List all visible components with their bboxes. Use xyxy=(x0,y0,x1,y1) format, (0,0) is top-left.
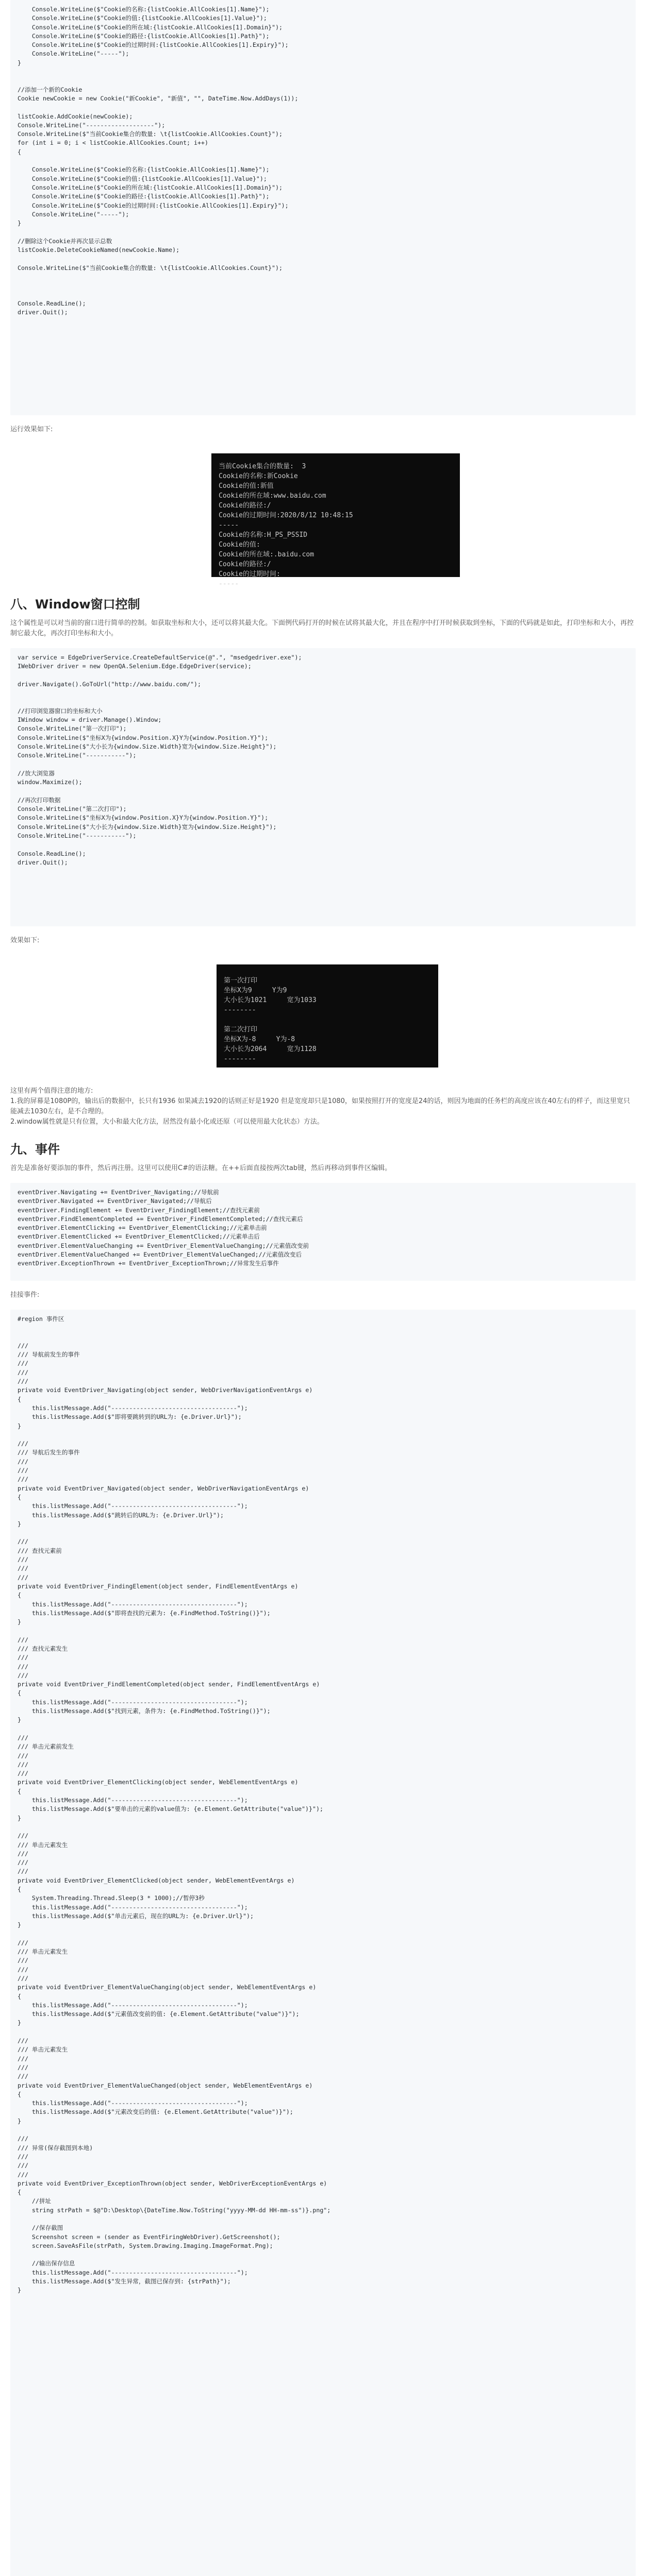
event-label: 挂接事件: xyxy=(10,1291,40,1299)
code-block-event-registration: eventDriver.Navigating += EventDriver_Navigating;//导航前 eventDriver.Navigated += EventDriver_Navigated;//导航后 eventDriver.FindingElement += EventDriver_FindingElement;//查找元素前 eventDriver.FindElementCompleted += EventDriver_FindElementCompleted;//查找元素后 eventDriver.ElementClicking += EventDriver_ElementClicking;//元素单击前 eventDriver.ElementClicked += EventDriver_ElementClicked;//元素单击后 eventDriver.ElementValueChanging += EventDriver_ElementValueChanging;//元素值改变前 eventDriver.ElementValueChanged += EventDriver_ElementValueChanged;//元素值改变后 eventDriver.ExceptionThrown += EventDriver_ExceptionThrown;//异常发生后事件 xyxy=(10,1183,636,1281)
section-9-intro: 首先是准备好要添加的事件，然后再注册。这里可以使用C#的语法糖。在++后面直接按两次tab键，然后再移动到事件区编辑。 xyxy=(10,1164,392,1172)
section-8-intro: 这个属性是可以对当前的窗口进行简单的控制。如获取坐标和大小，还可以将其最大化。下面例代码打开的时候在试将其最大化，并且在程序中打开时候获取到坐标，下面的代码就是如此，打印坐标和大小，再控制它最大化，再次打印坐标和大小。 xyxy=(10,619,634,637)
section-9-title: 九、事件 xyxy=(10,1142,60,1157)
run-result-label-2: 效果如下: xyxy=(10,937,40,944)
notes-paragraph: 这里有两个值得注意的地方: 1.我的屏幕是1080P的，输出后的数据中，长只有1936 如果减去1920的话则正好是1920 但是宽度却只是1080，如果按照打开的宽度是24的话，则因为地面的任务栏的高度应该在40左右的样子，而这里宽只能减去1030左右，是不合理的。 2.window属性就是只有位置，大小和最大化方法，居然没有最小化或还原（可以使用最大化状态）方法。 xyxy=(10,1087,631,1126)
console-output-cookie: 当前Cookie集合的数量: 3 Cookie的名称:新Cookie Cookie的值:新值 Cookie的所在域:www.baidu.com Cookie的路径:/ Cookie的过期时间:2020/8/12 10:48:15 ----- Cookie的名称:H_PS_PSSID Cookie的值: Cookie的所在域:.baidu.com Cookie的路径:/ Cookie的过期时间: ----- xyxy=(211,453,460,577)
code-block-event-handlers: #region 事件区 /// /// 导航前发生的事件 /// /// /// private void EventDriver_Navigating(object sender, WebDriverNavigationEventArgs e) { this.listMessage.Add("-----------------------------------"); this.listMessage.Add($"即将要跳转到的URL为: {e.Driver.Url}"); } /// /// 导航后发生的事件 /// /// /// private void EventDriver_Navigated(object sender, WebDriverNavigationEventArgs e) { this.listMessage.Add("-----------------------------------"); this.listMessage.Add($"跳转后的URL为: {e.Driver.Url}"); } /// /// 查找元素前 /// /// /// private void EventDriver_FindingElement(object sender, FindElementEventArgs e) { this.listMessage.Add("-----------------------------------"); this.listMessage.Add($"即将查找的元素为: {e.FindMethod.ToString()}"); } /// /// 查找元素发生 /// /// /// private void EventDriver_FindElementCompleted(object sender, FindElementEventArgs e) { this.listMessage.Add("-----------------------------------"); this.listMessage.Add($"找到元素，条件为: {e.FindMethod.ToString()}"); } /// /// 单击元素前发生 /// /// /// private void EventDriver_ElementClicking(object sender, WebElementEventArgs e) { this.listMessage.Add("-----------------------------------"); this.listMessage.Add($"要单击的元素的value值为: {e.Element.GetAttribute("value")}"); } /// /// 单击元素发生 /// /// /// private void EventDriver_ElementClicked(object sender, WebElementEventArgs e) { System.Threading.Thread.Sleep(3 * 1000);//暂停3秒 this.listMessage.Add("-----------------------------------"); this.listMessage.Add($"单击元素后，现在的URL为: {e.Driver.Url}"); } /// /// 单击元素发生 /// /// /// private void EventDriver_ElementValueChanging(object sender, WebElementEventArgs e) { this.listMessage.Add("-----------------------------------"); this.listMessage.Add($"元素值改变前的值: {e.Element.GetAttribute("value")}"); } /// /// 单击元素发生 /// /// /// private void EventDriver_ElementValueChanged(object sender, WebElementEventArgs e) { this.listMessage.Add("-----------------------------------"); this.listMessage.Add($"元素改变后的值: {e.Element.GetAttribute("value")}"); } /// /// 异常(保存截图到本地) /// /// /// private void EventDriver_ExceptionThrown(object sender, WebDriverExceptionEventArgs e) { //拼址 string strPath = $@"D:\Desktop\{DateTime.Now.ToString("yyyy-MM-dd HH-mm-ss")}.png"; //保存截图 Screenshot screen = (sender as EventFiringWebDriver).GetScreenshot(); screen.SaveAsFile(strPath, System.Drawing.Imaging.ImageFormat.Png); //输出保存信息 this.listMessage.Add("-----------------------------------"); this.listMessage.Add($"发生异常，截图已保存到: {strPath}"); } xyxy=(10,1310,636,2576)
code-block-cookie: Console.WriteLine($"Cookie的名称:{listCookie.AllCookies[1].Name}"); Console.WriteLine($"Cookie的值:{listCookie.AllCookies[1].Value}"); Console.WriteLine($"Cookie的所在域:{listCookie.AllCookies[1].Domain}"); Console.WriteLine($"Cookie的路径:{listCookie.AllCookies[1].Path}"); Console.WriteLine($"Cookie的过期时间:{listCookie.AllCookies[1].Expiry}"); Console.WriteLine("-----"); } //添加一个新的Cookie Cookie newCookie = new Cookie("新Cookie", "新值", "", DateTime.Now.AddDays(1)); listCookie.AddCookie(newCookie); Console.WriteLine("-------------------"); Console.WriteLine($"当前Cookie集合的数量: \t{listCookie.AllCookies.Count}"); for (int i = 0; i < listCookie.AllCookies.Count; i++) { Console.WriteLine($"Cookie的名称:{listCookie.AllCookies[1].Name}"); Console.WriteLine($"Cookie的值:{listCookie.AllCookies[1].Value}"); Console.WriteLine($"Cookie的所在域:{listCookie.AllCookies[1].Domain}"); Console.WriteLine($"Cookie的路径:{listCookie.AllCookies[1].Path}"); Console.WriteLine($"Cookie的过期时间:{listCookie.AllCookies[1].Expiry}"); Console.WriteLine("-----"); } //删除这个Cookie并再次显示总数 listCookie.DeleteCookieNamed(newCookie.Name); Console.WriteLine($"当前Cookie集合的数量: \t{listCookie.AllCookies.Count}"); Console.ReadLine(); driver.Quit(); xyxy=(10,0,636,415)
console-output-window: 第一次打印 坐标X为9 Y为9 大小长为1021 宽为1033 -------- 第二次打印 坐标X为-8 Y为-8 大小长为2064 宽为1128 -------- xyxy=(217,964,438,1067)
run-result-label-1: 运行效果如下: xyxy=(10,426,53,433)
code-block-window: var service = EdgeDriverService.CreateDefaultService(@".", "msedgedriver.exe"); IWebDriver driver = new OpenQA.Selenium.Edge.EdgeDriver(service); driver.Navigate().GoToUrl("http://www.baidu.com/"); //打印浏览器窗口的坐标和大小 IWindow window = driver.Manage().Window; Console.WriteLine("第一次打印"); Console.WriteLine($"坐标X为{window.Position.X}Y为{window.Position.Y}"); Console.WriteLine($"大小长为{window.Size.Width}宽为{window.Size.Height}"); Console.WriteLine("-----------"); //放大浏览器 window.Maximize(); //再次打印数据 Console.WriteLine("第二次打印"); Console.WriteLine($"坐标X为{window.Position.X}Y为{window.Position.Y}"); Console.WriteLine($"大小长为{window.Size.Width}宽为{window.Size.Height}"); Console.WriteLine("-----------"); Console.ReadLine(); driver.Quit(); xyxy=(10,648,636,926)
section-8-title: 八、Window窗口控制 xyxy=(10,597,140,612)
